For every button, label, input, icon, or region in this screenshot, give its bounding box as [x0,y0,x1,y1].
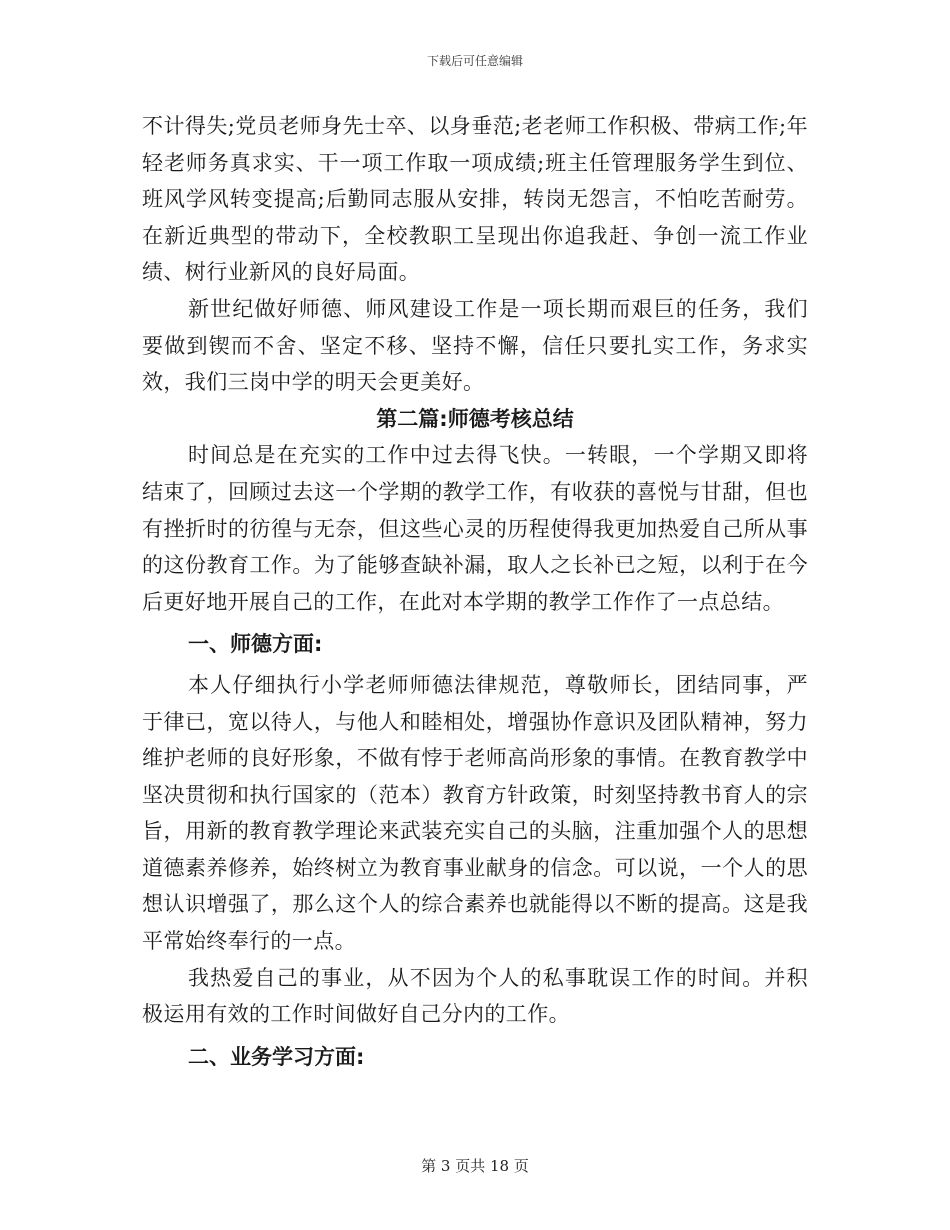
page-number: 第 3 页共 18 页 [421,1157,529,1175]
section-title: 第二篇:师德考核总结 [376,406,574,431]
document-body [142,108,808,1079]
paragraph-1: 不计得失;党员老师身先士卒、以身垂范;老老师工作积极、带病工作;年轻老师务真求实、干一项工作取一项成绩;班主任管理服务学生到位、班风学风转变提高;后勤同志服从安排，转岗无怨言，不怕吃苦耐劳。在新近典型的带动下，全校教职工呈现出你追我赶、争创一流工作业绩、树行业新风的良好局面。 [142,114,808,285]
header-note: 下载后可任意编辑 [426,54,523,68]
paragraph-5: 我热爱自己的事业，从不因为个人的私事耽误工作的时间。并积极运用有效的工作时间做好自己分内的工作。 [142,965,808,1027]
paragraph-3: 时间总是在充实的工作中过去得飞快。一转眼，一个学期又即将结束了，回顾过去这一个学期的教学工作，有收获的喜悦与甘甜，但也有挫折时的彷徨与无奈，但这些心灵的历程使得我更加热爱自己所从事的这份教育工作。为了能够查缺补漏，取人之长补已之短，以利于在今后更好地开展自己的工作，在此对本学期的教学工作作了一点总结。 [142,443,808,614]
subheading-2: 二、业务学习方面: [188,1044,365,1069]
paragraph-2: 新世纪做好师德、师风建设工作是一项长期而艰巨的任务，我们要做到锲而不舍、坚定不移、坚持不懈，信任只要扎实工作，务求实效，我们三岗中学的明天会更美好。 [142,296,808,395]
paragraph-4: 本人仔细执行小学老师师德法律规范，尊敬师长，团结同事，严于律已，宽以待人，与他人和睦相处，增强协作意识及团队精神，努力维护老师的良好形象，不做有悖于老师高尚形象的事情。在教育教学中坚决贯彻和执行国家的（范本）教育方针政策，时刻坚持教书育人的宗旨，用新的教育教学理论来武装充实自己的头脑，注重加强个人的思想道德素养修养，始终树立为教育事业献身的信念。可以说，一个人的思想认识增强了，那么这个人的综合素养也就能得以不断的提高。这是我平常始终奉行的一点。 [142,672,808,954]
subheading-1: 一、师德方面: [188,632,323,657]
